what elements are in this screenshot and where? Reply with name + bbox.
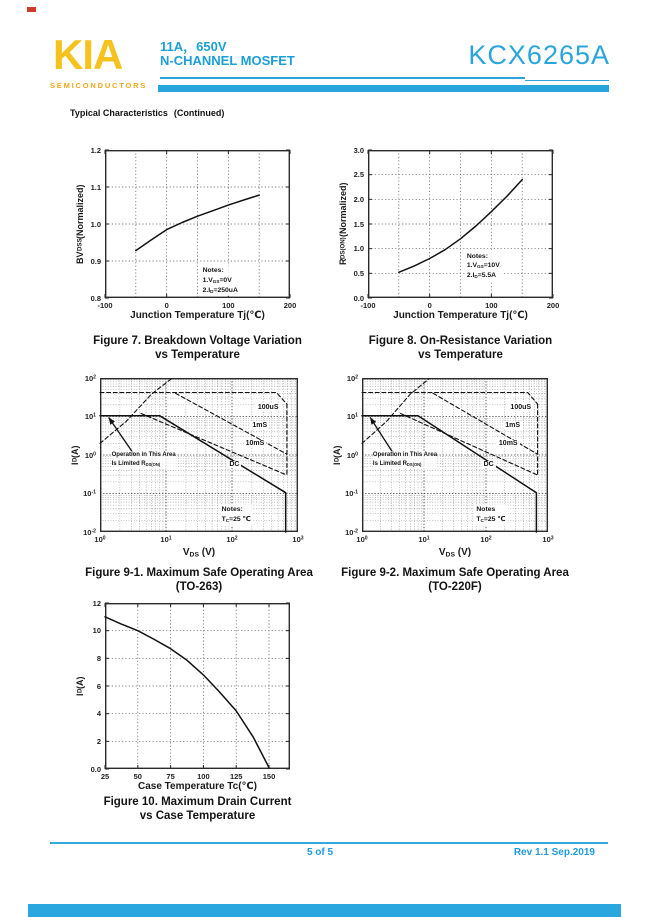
figure-caption: Figure 9-2. Maximum Safe Operating Area (TO-220F) bbox=[341, 567, 569, 594]
figure7-breakdown-voltage-chart bbox=[75, 145, 302, 362]
notes-text: Notes: $1.V_{GS}=0V$ $2.I_D=250uA$ bbox=[202, 267, 238, 294]
y-tick-label: 0.0 bbox=[90, 764, 101, 774]
curve-label: 10mS bbox=[498, 440, 518, 448]
y-tick-label: $10^{-1}$ bbox=[345, 489, 358, 498]
y-tick-label: $10^{-2}$ bbox=[345, 527, 358, 537]
x-tick-label: -100 bbox=[97, 301, 113, 310]
y-axis-label: I D (A) bbox=[332, 445, 342, 465]
x-tick-label: 0 bbox=[164, 301, 169, 310]
x-tick-label: 200 bbox=[283, 301, 297, 310]
x-axis-label: Junction Temperature Tj(℃) bbox=[130, 310, 265, 321]
y-tick-label: $10^1$ bbox=[346, 412, 358, 421]
curve-label: DC bbox=[483, 460, 494, 468]
figure10-max-drain-current-chart bbox=[75, 598, 292, 823]
logo-subtitle: SEMICONDUCTORS bbox=[50, 81, 148, 90]
x-tick-label: 200 bbox=[546, 301, 560, 310]
device-type: N-CHANNEL MOSFET bbox=[160, 53, 295, 68]
x-tick-label: $10^0$ bbox=[94, 535, 106, 544]
y-tick-label: 1.2 bbox=[90, 145, 101, 155]
figure8-on-resistance-chart bbox=[338, 145, 560, 362]
x-tick-label: $10^2$ bbox=[480, 535, 492, 544]
x-tick-label: $10^1$ bbox=[160, 535, 172, 544]
y-tick-label: 1.1 bbox=[90, 182, 101, 192]
y-tick-label: $10^0$ bbox=[84, 450, 96, 460]
series-id-max-vs-tc bbox=[105, 617, 269, 768]
x-axis-label: $V_{DS}$ (V) bbox=[182, 547, 216, 559]
bottom-accent-bar bbox=[28, 904, 621, 917]
y-tick-label: 6 bbox=[96, 681, 101, 691]
chart-canvas bbox=[368, 150, 553, 298]
series-dc-limit bbox=[100, 416, 286, 532]
revision-label: Rev 1.1 Sep.2019 bbox=[513, 847, 595, 858]
page-indicator: 5 of 5 bbox=[306, 847, 334, 858]
x-tick-label: 125 bbox=[229, 772, 243, 781]
chart-canvas bbox=[105, 150, 290, 298]
figure9-2-soa-chart-to220f bbox=[332, 373, 569, 594]
x-tick-label: -100 bbox=[360, 301, 376, 310]
y-tick-label: $10^{-2}$ bbox=[83, 527, 96, 537]
y-tick-label: 1.5 bbox=[353, 219, 364, 229]
curve-label: 100uS bbox=[257, 403, 279, 411]
x-tick-label: $10^3$ bbox=[292, 535, 304, 544]
chart-canvas bbox=[105, 603, 290, 769]
part-number: KCX6265A bbox=[468, 40, 610, 70]
curve-label: 100uS bbox=[510, 403, 532, 411]
y-axis-label: BV DSS (Normalized) bbox=[75, 184, 85, 264]
y-tick-label: 0.9 bbox=[90, 256, 101, 266]
y-tick-label: 3.0 bbox=[353, 145, 364, 155]
x-tick-label: 0 bbox=[427, 301, 432, 310]
x-tick-label: 50 bbox=[133, 772, 142, 781]
device-rating: 11A，650V bbox=[160, 39, 227, 54]
header-rule-right bbox=[525, 80, 609, 82]
kia-logo: KIA bbox=[53, 31, 123, 78]
footer-rule bbox=[50, 842, 608, 844]
header-rule bbox=[160, 77, 525, 79]
curve-label: DC bbox=[229, 460, 240, 468]
y-tick-label: $10^0$ bbox=[346, 450, 358, 460]
notes-text: Notes $T_C=25$ ℃ bbox=[476, 506, 506, 524]
series-rds-on-limit bbox=[362, 379, 429, 444]
soa-annotation-text: Operation in This Area Is Limited $R_{DS(ON)}$ bbox=[111, 451, 176, 467]
y-tick-label: 2 bbox=[96, 736, 101, 746]
notes-text: Notes: $T_C=25$ ℃ bbox=[221, 506, 251, 524]
figure-caption: Figure 7. Breakdown Voltage Variation vs Temperature bbox=[93, 335, 302, 362]
section-title-suffix: (Continued) bbox=[173, 108, 225, 118]
notes-text: Notes: $1.V_{GS}=10V$ $2.I_D=5.5A$ bbox=[466, 252, 500, 280]
figure-caption: Figure 10. Maximum Drain Current vs Case Temperature bbox=[103, 796, 292, 823]
x-tick-label: 100 bbox=[485, 301, 498, 310]
figure-caption: Figure 9-1. Maximum Safe Operating Area (TO-263) bbox=[85, 567, 313, 594]
y-tick-label: 2.0 bbox=[353, 194, 364, 204]
x-tick-label: $10^1$ bbox=[418, 535, 430, 544]
curve-label: 10mS bbox=[245, 440, 265, 448]
y-tick-label: $10^2$ bbox=[346, 373, 358, 383]
x-axis-label: Junction Temperature Tj(℃) bbox=[393, 310, 528, 321]
x-axis-label: $V_{DS}$ (V) bbox=[438, 547, 472, 559]
y-axis-label: I D (A) bbox=[75, 676, 85, 696]
y-tick-label: 4 bbox=[96, 709, 101, 719]
series-1ms-limit bbox=[176, 393, 287, 454]
y-tick-label: 0.5 bbox=[353, 268, 364, 278]
y-tick-label: 0.0 bbox=[353, 293, 364, 303]
y-tick-label: 10 bbox=[92, 626, 101, 636]
x-tick-label: 25 bbox=[100, 772, 110, 781]
y-tick-label: $10^1$ bbox=[84, 412, 96, 421]
section-title bbox=[64, 103, 224, 120]
y-tick-label: 1.0 bbox=[353, 244, 364, 254]
y-tick-label: 12 bbox=[92, 598, 101, 608]
curve-label: 1mS bbox=[505, 422, 521, 430]
series-rds-on-limit bbox=[100, 379, 171, 444]
y-tick-label: 2.5 bbox=[353, 170, 364, 180]
section-title-text: Typical Characteristics bbox=[70, 108, 168, 118]
x-tick-label: $10^3$ bbox=[542, 535, 554, 544]
figure-caption: Figure 8. On-Resistance Variation vs Temperature bbox=[368, 335, 553, 362]
curve-label: 1mS bbox=[252, 422, 268, 430]
y-axis-label: R DS(ON) (Normalized) bbox=[338, 182, 348, 266]
x-tick-label: $10^0$ bbox=[356, 535, 368, 544]
x-tick-label: 100 bbox=[222, 301, 235, 310]
soa-annotation-text: Operation in This Area Is Limited $R_{DS(ON)}$ bbox=[372, 451, 438, 467]
series-dc-limit bbox=[362, 416, 536, 532]
y-tick-label: $10^2$ bbox=[84, 373, 96, 383]
y-axis-label: I D (A) bbox=[70, 445, 80, 465]
header-accent-bar bbox=[158, 85, 609, 92]
x-tick-label: 150 bbox=[262, 772, 276, 781]
page-corner-mark bbox=[27, 7, 36, 12]
y-tick-label: 0.8 bbox=[90, 293, 101, 303]
figure9-1-soa-chart-to263 bbox=[70, 373, 313, 594]
x-axis-label: Case Temperature Tc(℃) bbox=[138, 781, 257, 792]
y-tick-label: $10^{-1}$ bbox=[83, 489, 96, 498]
y-tick-label: 8 bbox=[96, 653, 101, 663]
y-tick-label: 1.0 bbox=[90, 219, 101, 229]
x-tick-label: 75 bbox=[166, 772, 175, 781]
x-tick-label: 100 bbox=[197, 772, 210, 781]
x-tick-label: $10^2$ bbox=[226, 535, 238, 544]
